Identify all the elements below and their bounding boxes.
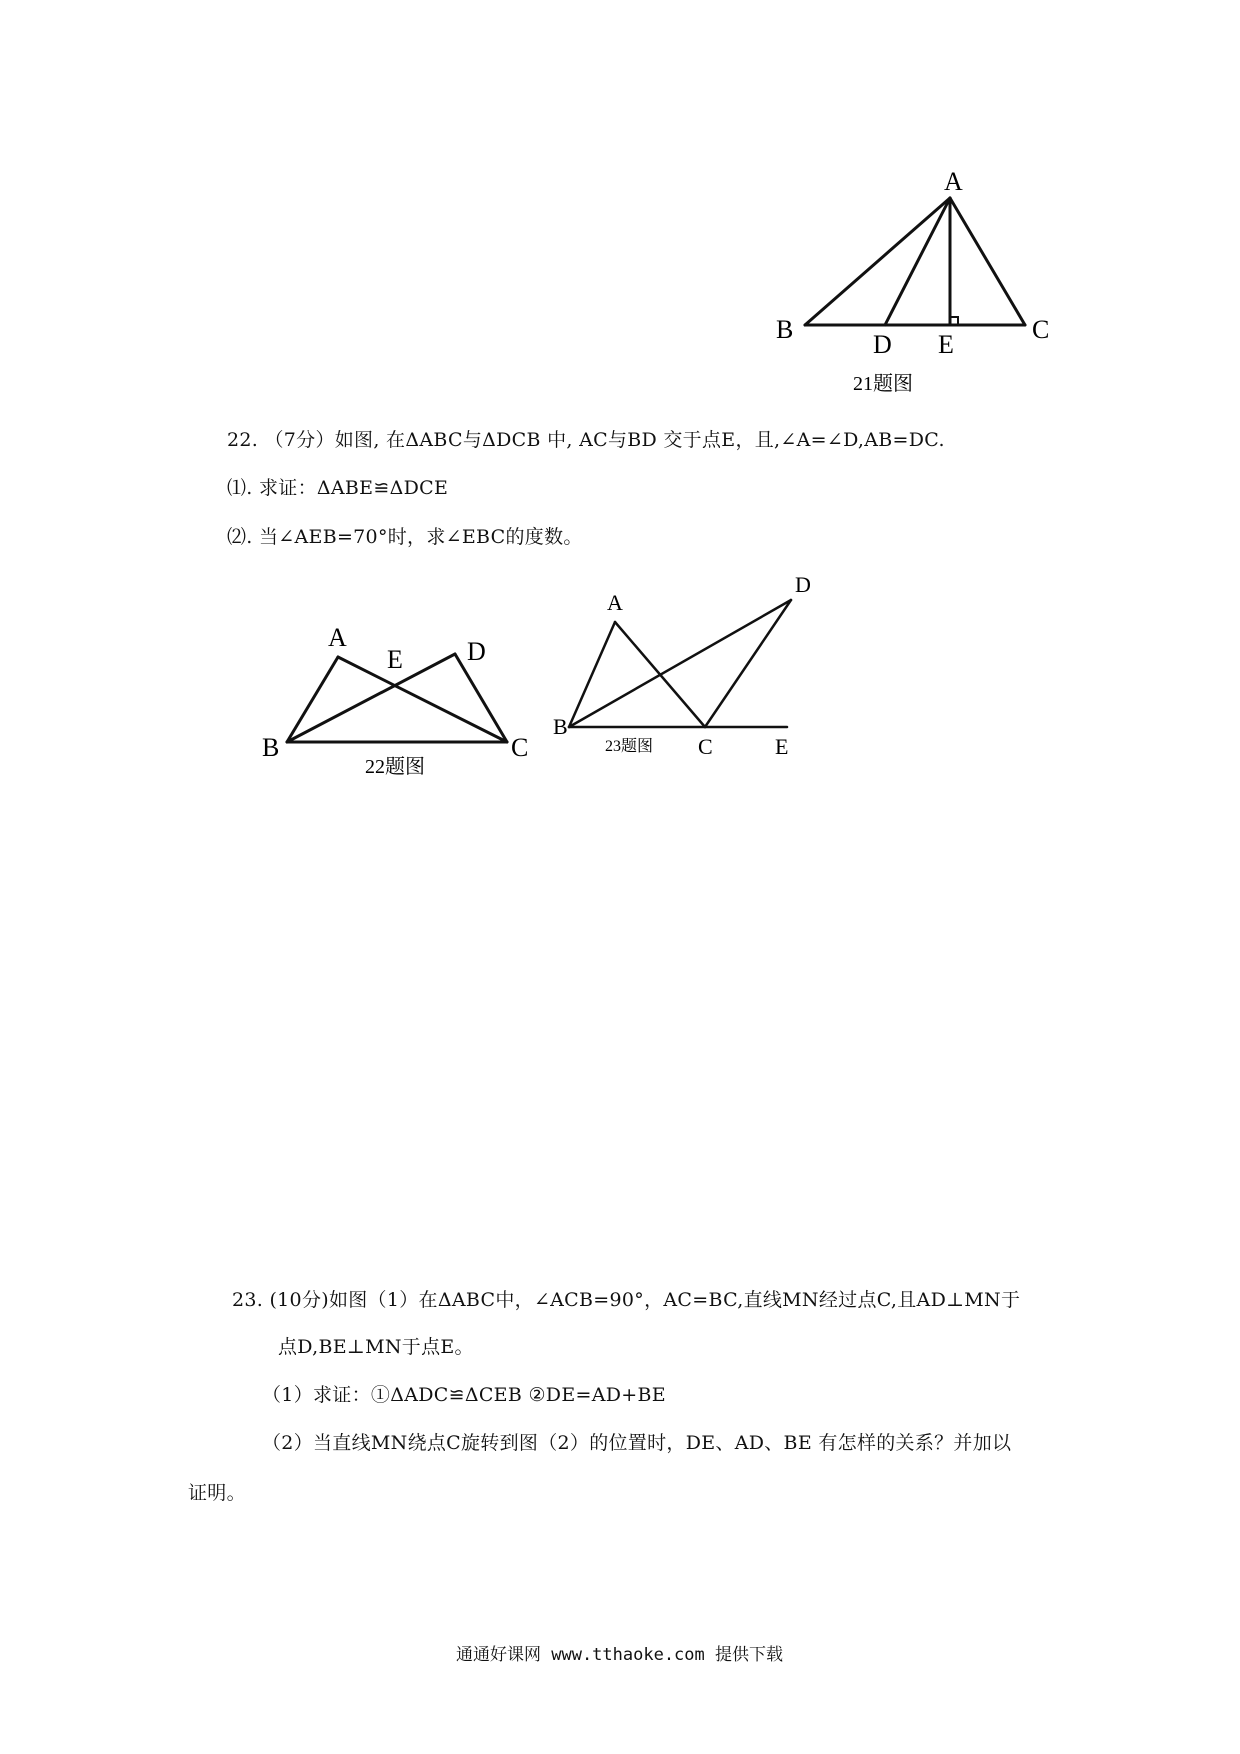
segment-ab (805, 198, 950, 325)
label-d: D (467, 637, 486, 666)
label-a: A (328, 623, 347, 652)
figure-21 (770, 160, 1070, 400)
q22-stem: 22. （7分）如图, 在ΔABC与ΔDCB 中, AC与BD 交于点E，且,∠A=∠D,AB=DC. (227, 429, 945, 451)
q23-part2-line2: 证明。 (188, 1482, 246, 1504)
label-d: D (795, 572, 811, 597)
label-c: C (698, 734, 713, 759)
segment-ac (950, 198, 1025, 325)
label-a: A (607, 590, 623, 615)
label-e: E (387, 645, 403, 674)
figure-caption: 22题图 (365, 756, 425, 778)
label-b: B (553, 714, 568, 739)
q23-stem-line2: 点D,BE⊥MN于点E。 (278, 1336, 474, 1358)
label-e: E (938, 330, 954, 359)
segment-dc (705, 600, 791, 727)
q23-stem-line1: 23. (10分)如图（1）在ΔABC中，∠ACB=90°，AC=BC,直线MN经过点C,且AD⊥MN于 (232, 1289, 1021, 1311)
figure-caption: 23题图 (605, 738, 654, 755)
figure-22 (255, 610, 545, 785)
page-footer: 通通好课网 www.tthaoke.com 提供下载 (456, 1645, 783, 1665)
segment-ad (885, 198, 950, 325)
segment-bd (569, 600, 791, 727)
label-b: B (262, 733, 280, 762)
q23-part1: （1）求证：①ΔADC≌ΔCEB ②DE=AD+BE (262, 1384, 666, 1406)
label-c: C (511, 733, 529, 762)
q22-part1: ⑴. 求证：ΔABE≌ΔDCE (227, 477, 449, 499)
label-a: A (944, 167, 963, 196)
label-e: E (775, 734, 789, 759)
label-d: D (873, 330, 892, 359)
q22-part2: ⑵. 当∠AEB=70°时，求∠EBC的度数。 (227, 526, 583, 548)
label-b: B (776, 315, 794, 344)
figure-caption: 21题图 (853, 373, 913, 395)
segment-ab (569, 622, 615, 727)
figure-23 (545, 570, 815, 765)
q23-part2-line1: （2）当直线MN绕点C旋转到图（2）的位置时，DE、AD、BE 有怎样的关系？并加以 (262, 1432, 1012, 1454)
label-c: C (1032, 315, 1050, 344)
